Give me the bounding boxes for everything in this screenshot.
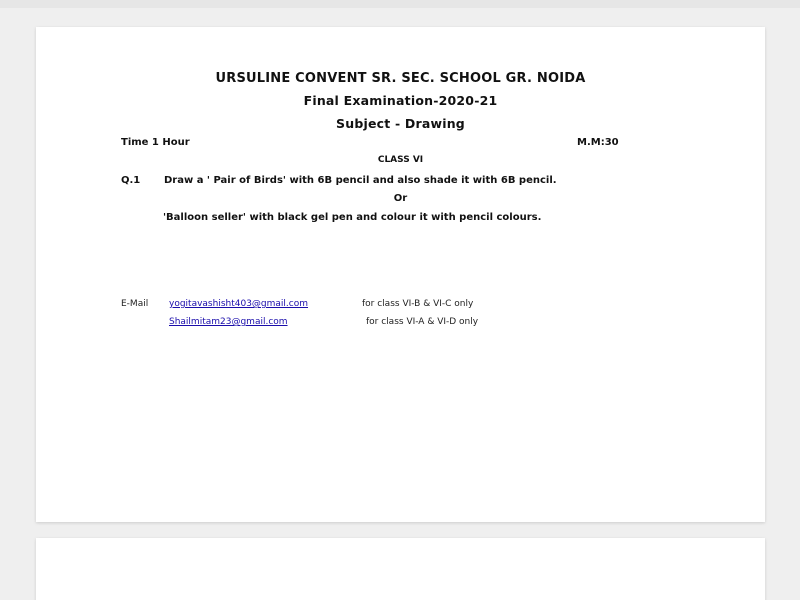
question-alternative: 'Balloon seller' with black gel pen and colour it with pencil colours. [163,212,542,223]
exam-title: Final Examination-2020-21 [303,93,498,108]
viewer-top-strip [0,0,800,8]
email-link-1[interactable]: yogitavashisht403@gmail.com [169,299,309,309]
class-label: CLASS VI [377,155,424,165]
email-note-1: for class VI-B & VI-C only [362,299,474,309]
document-page-1 [36,27,765,522]
question-text: Draw a ' Pair of Birds' with 6B pencil and also shade it with 6B pencil. [164,175,557,186]
question-or: Or [393,193,408,204]
email-label: E-Mail [121,299,149,309]
question-number: Q.1 [121,175,141,186]
school-name: URSULINE CONVENT SR. SEC. SCHOOL GR. NOIDA [215,71,586,86]
max-marks: M.M:30 [577,137,619,148]
subject-title: Subject - Drawing [336,116,465,131]
email-note-2: for class VI-A & VI-D only [366,317,479,327]
email-link-2[interactable]: Shailmitam23@gmail.com [169,317,288,327]
document-page-2 [36,538,765,600]
time-duration: Time 1 Hour [121,137,190,148]
